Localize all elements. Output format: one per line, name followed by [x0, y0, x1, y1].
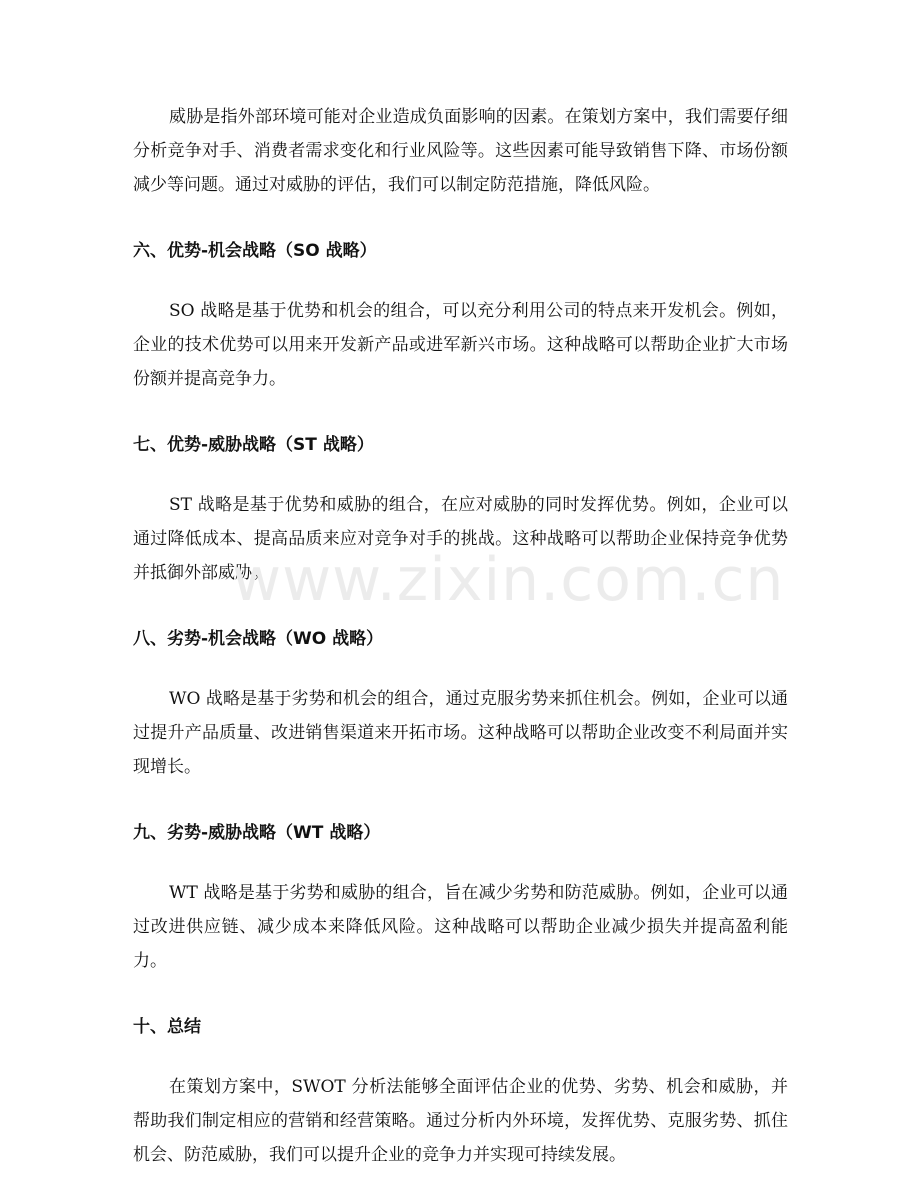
- paragraph-threats: 威胁是指外部环境可能对企业造成负面影响的因素。在策划方案中，我们需要仔细分析竞争对手、消费者需求变化和行业风险等。这些因素可能导致销售下降、市场份额减少等问题。通过对威胁的评估，我们可以制定防范措施，降低风险。: [133, 107, 788, 195]
- paragraph-st-strategy: ST 战略是基于优势和威胁的组合，在应对威胁的同时发挥优势。例如，企业可以通过降低成本、提高品质来应对竞争对手的挑战。这种战略可以帮助企业保持竞争优势并抵御外部威胁。: [133, 495, 788, 583]
- heading-wo-strategy: 八、劣势-机会战略（WO 战略）: [133, 629, 384, 649]
- watermark: www.zixin.com.cn: [232, 545, 785, 615]
- heading-so-strategy: 六、优势-机会战略（SO 战略）: [133, 241, 377, 261]
- heading-wt-strategy: 九、劣势-威胁战略（WT 战略）: [133, 823, 381, 843]
- paragraph-summary: 在策划方案中，SWOT 分析法能够全面评估企业的优势、劣势、机会和威胁，并帮助我们制定相应的营销和经营策略。通过分析内外环境，发挥优势、克服劣势、抓住机会、防范威胁，我们可以提升企业的竞争力并实现可持续发展。: [133, 1077, 788, 1165]
- paragraph-wt-strategy: WT 战略是基于劣势和威胁的组合，旨在减少劣势和防范威胁。例如，企业可以通过改进供应链、减少成本来降低风险。这种战略可以帮助企业减少损失并提高盈利能力。: [133, 883, 788, 971]
- document-body: [133, 100, 788, 1204]
- paragraph-wo-strategy: WO 战略是基于劣势和机会的组合，通过克服劣势来抓住机会。例如，企业可以通过提升产品质量、改进销售渠道来开拓市场。这种战略可以帮助企业改变不利局面并实现增长。: [133, 689, 788, 777]
- heading-st-strategy: 七、优势-威胁战略（ST 战略）: [133, 435, 374, 455]
- heading-summary: 十、总结: [133, 1017, 201, 1037]
- paragraph-so-strategy: SO 战略是基于优势和机会的组合，可以充分利用公司的特点来开发机会。例如，企业的技术优势可以用来开发新产品或进军新兴市场。这种战略可以帮助企业扩大市场份额并提高竞争力。: [133, 301, 788, 389]
